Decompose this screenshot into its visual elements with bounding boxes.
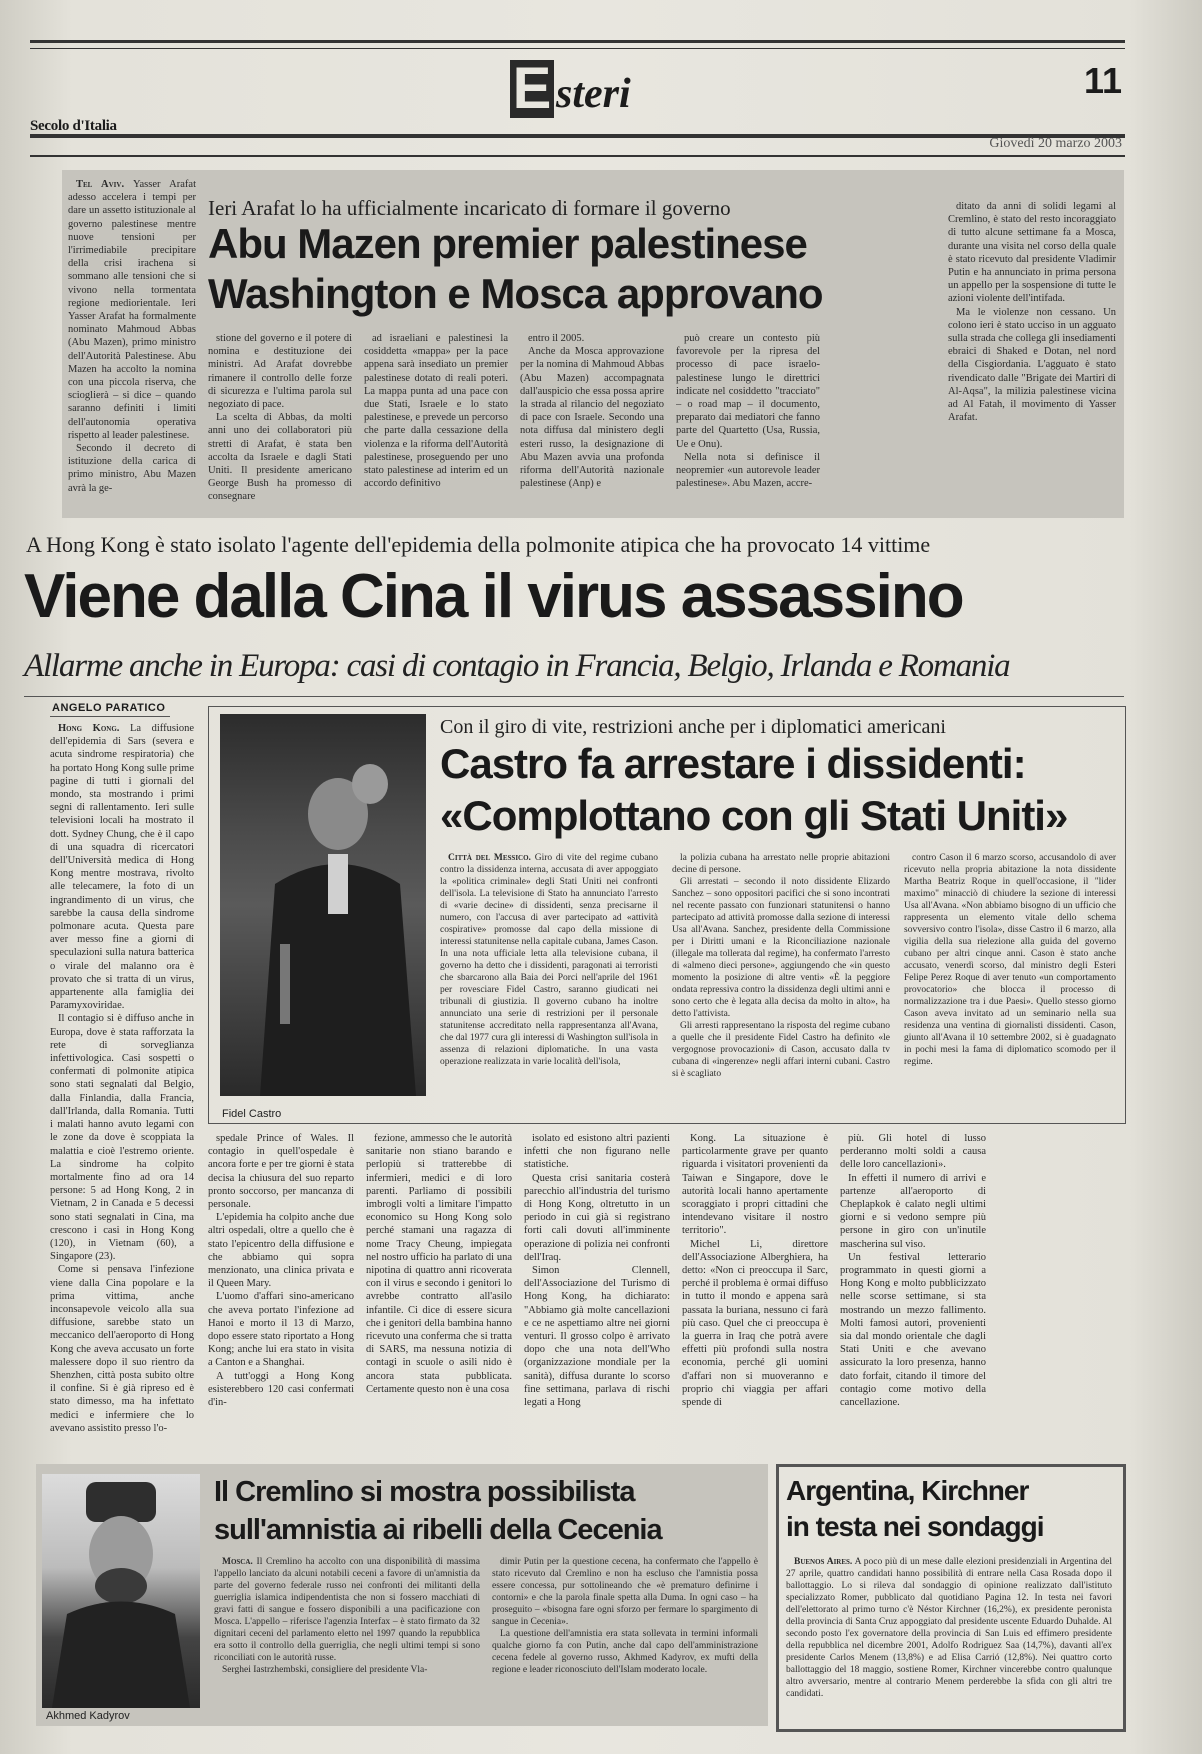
article-abu-mazen-headline-2: Washington e Mosca approvano bbox=[208, 270, 823, 317]
article-virus-headline: Viene dalla Cina il virus assassino bbox=[24, 562, 963, 631]
paragraph: Questa crisi sanitaria costerà parecchio all'industria del turismo di Hong Kong, oltretutto in un periodo in cui già si registrano forti cali dovuti all'imminente operazione di polizia nei confronti dell'Iraq. bbox=[524, 1172, 670, 1263]
paragraph: più. Gli hotel di lusso perderanno molti soldi a causa delle loro cancellazioni». bbox=[840, 1133, 986, 1171]
article-abu-mazen-col5 bbox=[948, 200, 1116, 512]
paragraph: Ma le violenze non cessano. Un colono ieri è stato ucciso in un agguato sulla strada che collega gli insediamenti ebraici di Shaked e Dotan, nel nord della Cisgiordania. L'agguato è stato rivendicato dalle "Brigate dei Martiri di Al-Aqsa", la milizia palestinese vicina ad Al Fatah, il movimento di Yasser Arafat. bbox=[948, 306, 1116, 424]
section-name: steri bbox=[556, 71, 631, 117]
paragraph: Kong. La situazione è particolarmente grave per quanto riguarda i visitatori provenienti da Taiwan e Singapore, dove le autorità locali hanno apertamente scoraggiato i propri cittadini che intendevano visitare il nostro territorio". bbox=[682, 1133, 828, 1237]
lead-text-2: Secondo il decreto di istituzione della carica di primo ministro, Abu Mazen avrà la ge- bbox=[68, 443, 196, 494]
kadyrov-photo bbox=[42, 1474, 200, 1708]
paragraph: ditato da anni di solidi legami al Cremlino, è stato del resto incoraggiato di tutto alcune settimane fa a Mosca, durante una visita nel corso della quale è stato ricevuto dal presidente Vladimir Putin e ha annunciato in prima persona un appello per la sospensione di tutte le azioni violente dell'intifada. bbox=[948, 201, 1116, 305]
paragraph: Il Cremlino ha accolto con una disponibilità di massima l'appello lanciato da alcuni notabili ceceni a favore di un'amnistia da parte del governo federale russo nei confronti dei militanti della guerriglia islamica indipendentista che non si fossero macchiati di gravi fatti di sangue e fossero disponibili a una pacificazione con Mosca. L'appello – riferisce l'agenzia Interfax – è stato firmato da 32 dignitari ceceni del parlamento eletto nel 1997 quando la repubblica era sotto il controllo della guerriglia, che negli ultimi tempi si sono riconciliati con le autorità russe. bbox=[214, 1557, 480, 1663]
article-virus-byline: ANGELO PARATICO bbox=[52, 702, 166, 714]
issue-date: Giovedì 20 marzo 2003 bbox=[989, 136, 1122, 151]
paragraph: ad israeliani e palestinesi la cosiddetta «mappa» per la pace appena sarà insediato un premier palestinese dotato di reali poteri. La mappa punta ad una pace con due Stati, Israele e lo stato palestinese, e prevede un percorso che parte dalla cessazione della violenza e la riforma dell'Autorità palestinese, proseguendo per uno stato palestinese ad interim ed un accordo definitivo bbox=[364, 333, 508, 490]
dateline: Hong Kong. bbox=[58, 723, 120, 734]
paragraph: A tutt'oggi a Hong Kong esisterebbero 120 casi confermati d'in- bbox=[208, 1370, 354, 1409]
paragraph: Simon Clennell, dell'Associazione del Turismo di Hong Kong, ha dichiarato: "Abbiamo già molte cancellazioni e ce ne aspettiamo altre nei giorni venturi. Il grosso colpo è arrivato dopo che una nota dell'Who (organizzazione mondiale per la sanità), diffusa durante lo scorso fine settimana, parlava di rischi legati a Hong bbox=[524, 1265, 670, 1409]
article-virus-col1 bbox=[50, 722, 194, 1550]
article-abu-mazen-col1 bbox=[208, 332, 352, 512]
paragraph: Il contagio si è diffuso anche in Europa, dove è stata rafforzata la rete di sorveglianza infettivologica. Casi sospetti o confermati di polmonite atipica sono stati segnalati dal Belgio, dalla Finlandia, dalla Francia, dall'Irlanda, dalla Romania. Tutti i malati hanno avuto legami con le zone da dove è scoppiata la malattia e cioè l'estremo oriente. La sindrome ha colpito mortalmente fino ad ora 14 persone: 5 ad Hong Kong, 2 in Vietnam, 2 in Canada e 5 decessi sono stati segnalati in Cina, ma crescono i casi in Hong Kong (120), in Vietnam (60), a Singapore (23). bbox=[50, 1013, 194, 1263]
article-castro-headline-2: «Complottano con gli Stati Uniti» bbox=[440, 792, 1068, 839]
article-abu-mazen-headline-1: Abu Mazen premier palestinese bbox=[208, 220, 807, 267]
article-abu-mazen-lead bbox=[68, 178, 196, 512]
castro-photo-caption: Fidel Castro bbox=[222, 1108, 282, 1120]
paragraph: La diffusione dell'epidemia di Sars (severa e acuta sindrome respiratoria) che ha portato Hong Kong sulle prime pagine di tutti i giornali del mondo, sta mostrando i primi segni di rallentamento. Ieri sulle televisioni locali ha mostrato il dott. Sydney Chung, che è il capo di una squadra di ricercatori dell'Università medica di Hong Kong mentre mostrava, rivolto alle telecamere, la foto di un ingrandimento di un virus, che sarebbe la causa della sindrome polmonare acuta. Questa pare aver messo fine a giorni di speculazioni sulla natura batterica o virale del malanno ora è provato che si tratta di un virus, appartenente alla famiglia dei Paramyxoviridae. bbox=[50, 723, 194, 1012]
article-cremlino-col2 bbox=[492, 1556, 758, 1720]
dateline: Buenos Aires. bbox=[794, 1557, 853, 1567]
article-castro-col2 bbox=[672, 852, 890, 1116]
paragraph: L'uomo d'affari sino-americano che aveva portato l'infezione ad Hanoi e morto il 13 di Marzo, dopo essere stato riportato a Hong Kong; anche lui era stato in visita a Canton e a Shanghai. bbox=[208, 1291, 354, 1369]
lead-text: Yasser Arafat adesso accelera i tempi per dare un assetto istituzionale al governo palestinese mentre nuove tensioni per l'irrimediabile precipitare della crisi irachena si sommano alle tensioni che si vivono nella tormentata regione mediorientale. Ieri Yasser Arafat ha formalmente nominato Mahmoud Abbas (Abu Mazen), primo ministro dell'Autorità Palestinese. Abu Mazen ha accolto la nomina con una piccola riserva, che scioglierà – si dice – quando saranno definiti i limiti dell'autonomia operativa rispetto al leader palestinese. bbox=[68, 179, 196, 441]
page-number: 11 bbox=[1083, 60, 1122, 101]
paragraph: La questione dell'amnistia era stata sollevata in termini informali qualche giorno fa con Putin, anche dal capo dell'amministrazione cecena fedele al governo russo, Akhmed Kadyrov, ex mufti della regione e leader riconosciuto dell'Islam moderato locale. bbox=[492, 1629, 758, 1675]
paragraph: stione del governo e il potere di nomina e destituzione dei ministri. Ad Arafat dovrebbe rimanere il controllo delle forze di sicurezza e l'ultima parola sul negoziato di pace. bbox=[208, 333, 352, 411]
paragraph: L'epidemia ha colpito anche due altri ospedali, oltre a quello che è stato l'epicentro della diffusione e che abbiamo qui sopra menzionato, una clinica privata e il Queen Mary. bbox=[208, 1212, 354, 1290]
article-castro-col1 bbox=[440, 852, 658, 1116]
dateline: Mosca. bbox=[222, 1557, 253, 1567]
paragraph: spedale Prince of Wales. Il contagio in quell'ospedale è ancora forte e per tre giorni è stata decisa la chiusura del suo reparto pronto soccorso, per mancanza di personale. bbox=[208, 1133, 354, 1211]
article-argentina-col1 bbox=[786, 1556, 1112, 1720]
paragraph: Serghei Iastrzhembski, consigliere del presidente Vla- bbox=[222, 1665, 428, 1675]
castro-photo bbox=[220, 714, 426, 1096]
kadyrov-photo-caption: Akhmed Kadyrov bbox=[46, 1710, 130, 1722]
paragraph: Un festival letterario programmato in questi giorni a Hong Kong e molto pubblicizzato nelle scorse settimane, si sta mostrando un mezzo fallimento. Molti famosi autori, provenienti sia dal mondo orientale che dagli Stati Uniti e che avevano assicurato la loro presenza, hanno dato forfait, citando il timore del contagio come motivo della cancellazione. bbox=[840, 1251, 986, 1409]
paragraph: Michel Li, direttore dell'Associazione Alberghiera, ha detto: «Non ci preoccupa il Sarc, perché il problema è ormai diffuso in tutto il mondo e appena sarà passata la buriana, nessuno ci farà più caso. Quel che ci preoccupa è la guerra in Iraq che potrà avere effetti più profondi sulla nostra economia, perché gli uomini d'affari non si muoveranno e proprio chi viaggia per affari spende di bbox=[682, 1238, 828, 1409]
masthead-rule bbox=[30, 134, 1125, 138]
paragraph: dimir Putin per la questione cecena, ha confermato che l'appello è stato ricevuto dal Cremlino e non ha escluso che l'amnistia possa essere concessa, pur sottolineando che «è prematuro definirne i contorni» e che la parola finale spetta alla Duma. In ogni caso – ha proseguito – «bisogna fare ogni sforzo per fermare lo spargimento di sangue in Cecenia». bbox=[492, 1557, 758, 1627]
section-initial: E bbox=[510, 60, 554, 118]
paragraph: Anche da Mosca approvazione per la nomina di Mahmoud Abbas (Abu Mazen) accompagnata dall'auspicio che essa possa aprire la strada al rilancio del negoziato di pace con Israele. Secondo una nota diffusa dal ministero degli esteri russo, la designazione di Abu Mazen avvia una profonda riforma dell'Autorità nazionale palestinese (Anp) e bbox=[520, 346, 664, 490]
section-logo bbox=[510, 56, 631, 121]
top-rule-thin bbox=[30, 48, 1125, 49]
article-cremlino-col1 bbox=[214, 1556, 480, 1720]
article-virus-subhead: Allarme anche in Europa: casi di contagio in Francia, Belgio, Irlanda e Romania bbox=[24, 648, 1010, 684]
paragraph: La scelta di Abbas, da molti anni uno dei collaboratori più stretti di Arafat, è stata ben accolta da Israele e dagli Stati Uniti. Il presidente americano George Bush ha promesso di consegnare bbox=[208, 412, 352, 503]
dateline: Tel Aviv. bbox=[76, 179, 125, 190]
paragraph: entro il 2005. bbox=[528, 333, 585, 344]
article-abu-mazen-col2 bbox=[364, 332, 508, 512]
article-abu-mazen-col3 bbox=[520, 332, 664, 512]
article-castro-headline-1: Castro fa arrestare i dissidenti: bbox=[440, 740, 1026, 787]
paragraph: può creare un contesto più favorevole per la ripresa del processo di pace israelo-palestinese lungo le direttrici indicate nel cosiddetto "tracciato" – o road map – il documento, preparato dai mediatori che fanno parte del Quartetto (Usa, Russia, Ue e Onu). bbox=[676, 333, 820, 450]
paragraph: isolato ed esistono altri pazienti infetti che non figurano nelle statistiche. bbox=[524, 1133, 670, 1171]
article-cremlino-headline-1: Il Cremlino si mostra possibilista bbox=[214, 1476, 635, 1508]
top-rule bbox=[30, 40, 1125, 43]
byline-rule bbox=[50, 716, 170, 717]
article-argentina-headline-1: Argentina, Kirchner bbox=[786, 1475, 1029, 1506]
paragraph: Come si pensava l'infezione viene dalla Cina popolare e la prima vittima, anche inconsapevole veicolo alla sua diffusione, sarebbe stato un meccanico dell'aeroporto di Hong Kong che aveva accusato un forte malessere dopo il suo rientro da Shenzhen, città posta subito oltre il confine. Si è già ripreso ed è stato dimesso, ma ha infettato medici e infermiere che lo avevano assistito presso l'o- bbox=[50, 1264, 194, 1434]
paragraph: Gli arresti rappresentano la risposta del regime cubano a quelle che il presidente Fidel Castro ha definito «le vergognose provocazioni» di Cason, accusato dalla tv cubana di «ingerenze» negli affari interni cubani. Castro si è scagliato bbox=[672, 1021, 890, 1079]
subhead-rule bbox=[24, 696, 1124, 697]
paragraph: Gli arrestati – secondo il noto dissidente Elizardo Sanchez – sono oppositori pacifici che si sono incontrati nel recente passato con funzionari statunitensi o hanno partecipato ad attività promosse dalla sezione di interessi Usa all'Avana. Sanchez, presidente della Commissione per i Diritti umani e la Riconciliazione nazionale (illegale ma tollerata dal regime), ha confermato l'arresto di «almeno dieci persone», aggiungendo che «in questo momento la posizione di altre venti» «È la peggiore ondata repressiva contro la dissidenza degli ultimi anni e sono certo che è legata alla decisa da molto in alto», ha detto l'attivista. bbox=[672, 877, 890, 1019]
masthead: Secolo d'Italia bbox=[30, 118, 117, 134]
paragraph: Giro di vite del regime cubano contro la dissidenza interna, accusata di aver appoggiato la «politica criminale» degli Stati Uniti nei confronti dell'isola. La televisione di Stato ha annunciato l'arresto di «varie decine» di dissidenti, senza precisarne il numero, con l'accusa di aver partecipato ad «attività cospirative» promosse dal capo della missione di interessi statunitense nella capitale cubana, James Cason. In una nota ufficiale letta alla televisione cubana, il governo ha detto che i dissidenti, paragonati ai terroristi che sbarcarono alla Baia dei Porci nell'aprile del 1961 per rovesciare Fidel Castro, saranno giudicati nei tribunali di giustizia. Il governo cubano ha inoltre annunciato una serie di restrizioni per il personale statunitense accreditato nella rappresentanza all'Avana, che dal 1977 cura gli interessi di Washington sull'isola in assenza di relazioni diplomatiche. In una vasta operazione realizzata in varie località dell'isola, bbox=[440, 853, 658, 1067]
article-castro-col3 bbox=[904, 852, 1116, 1116]
article-abu-mazen-col4 bbox=[676, 332, 820, 512]
article-castro-kicker: Con il giro di vite, restrizioni anche per i diplomatici americani bbox=[440, 716, 946, 738]
paragraph: contro Cason il 6 marzo scorso, accusandolo di aver ricevuto nella propria abitazione la nota dissidente Martha Beatriz Roque in quell'occasione, il "lider maximo" minacciò di chiudere la sezione di interessi Usa all'Avana. «Non abbiamo bisogno di un ufficio che rappresenta un elemento vitale dello schema sovversivo contro l'isola», disse Castro il 6 marzo, alla vigilia della sua rielezione alla guida del governo cubano per altri cinque anni. Cason è stato anche accusato, venerdì scorso, dal ministro degli Esteri Felipe Perez Roque di aver tenuto «un comportamento provocatorio» che blocca il processo di normalizzazione tra i due Paesi». Quello stesso giorno Cason aveva invitato ad un seminario nella sua residenza una ventina di giornalisti dissidenti. Cason, giunto all'Avana il 10 settembre 2002, si è guadagnato in pochi mesi la fama di diplomatico scomodo per il regime. bbox=[904, 853, 1116, 1067]
paragraph: fezione, ammesso che le autorità sanitarie non stiano barando e perlopiù si tratterebbe di infermieri, medici e di loro parenti. Parliamo di possibili imbrogli volti a limitare l'impatto economico su Hong Kong solo perché stamani una ragazza di nome Tracy Cheung, impiegata nel nostro ufficio ha parlato di una nipotina di quattro anni ricoverata con il virus e secondo i genitori lo avrebbe contratto all'asilo infantile. Ci dice di essere sicura che i genitori della bambina hanno ricevuto una conferma che si tratta di SARS, ma nessuna notizia di contagi in scuole o asili nido è ancora stata pubblicata. Certamente questo non è una cosa bbox=[366, 1133, 512, 1395]
dateline: Città del Messico. bbox=[448, 853, 531, 863]
article-virus-kicker: A Hong Kong è stato isolato l'agente dell'epidemia della polmonite atipica che ha provocato 14 vittime bbox=[26, 532, 931, 557]
article-argentina-headline-2: in testa nei sondaggi bbox=[786, 1511, 1044, 1542]
paragraph: A poco più di un mese dalle elezioni presidenziali in Argentina del 27 aprile, quattro candidati hanno possibilità di entrare nella Casa Rosada dopo il ballottaggio. Lo si rileva dal sondaggio di opinione realizzato dall'istituto specializzato Romer, pubblicato dal quotidiano Pagina 12. In testa nei favori dell'elettorato al primo turno c'è Néstor Kirchner (16,2%), ex presidente peronista della provincia di Santa Cruz appoggiato dal presidente uscente Eduardo Duhalde. Al secondo posto l'ex governatore della provincia di San Luis ed effimero presidente della repubblica nel dicembre 2001, Adolfo Rodriguez Saa (14,7%), davanti all'ex presidente Carlos Menem (13,8%) e ad Elisa Carrió (12,8%). Nei quattro corto ballottaggio del 18 maggio, sostiene Romer, Kirchner vincerebbe contro qualunque altro avversario, mentre al contrario Menem perderebbe la sfida con gli altri tre candidati. bbox=[786, 1557, 1112, 1699]
paragraph: la polizia cubana ha arrestato nelle proprie abitazioni decine di persone. bbox=[672, 853, 890, 875]
header-bottom-rule bbox=[30, 155, 1125, 157]
article-abu-mazen-kicker: Ieri Arafat lo ha ufficialmente incaricato di formare il governo bbox=[208, 196, 731, 220]
paragraph: Nella nota si definisce il neopremier «un autorevole leader palestinese». Abu Mazen, accre- bbox=[676, 451, 820, 490]
paragraph: In effetti il numero di arrivi e partenze all'aeroporto di Cheplapkok è calato negli ultimi giorni e si vedono sempre più persone in giro con un'inutile mascherina sul viso. bbox=[840, 1172, 986, 1250]
article-cremlino-headline-2: sull'amnistia ai ribelli della Cecenia bbox=[214, 1514, 662, 1546]
